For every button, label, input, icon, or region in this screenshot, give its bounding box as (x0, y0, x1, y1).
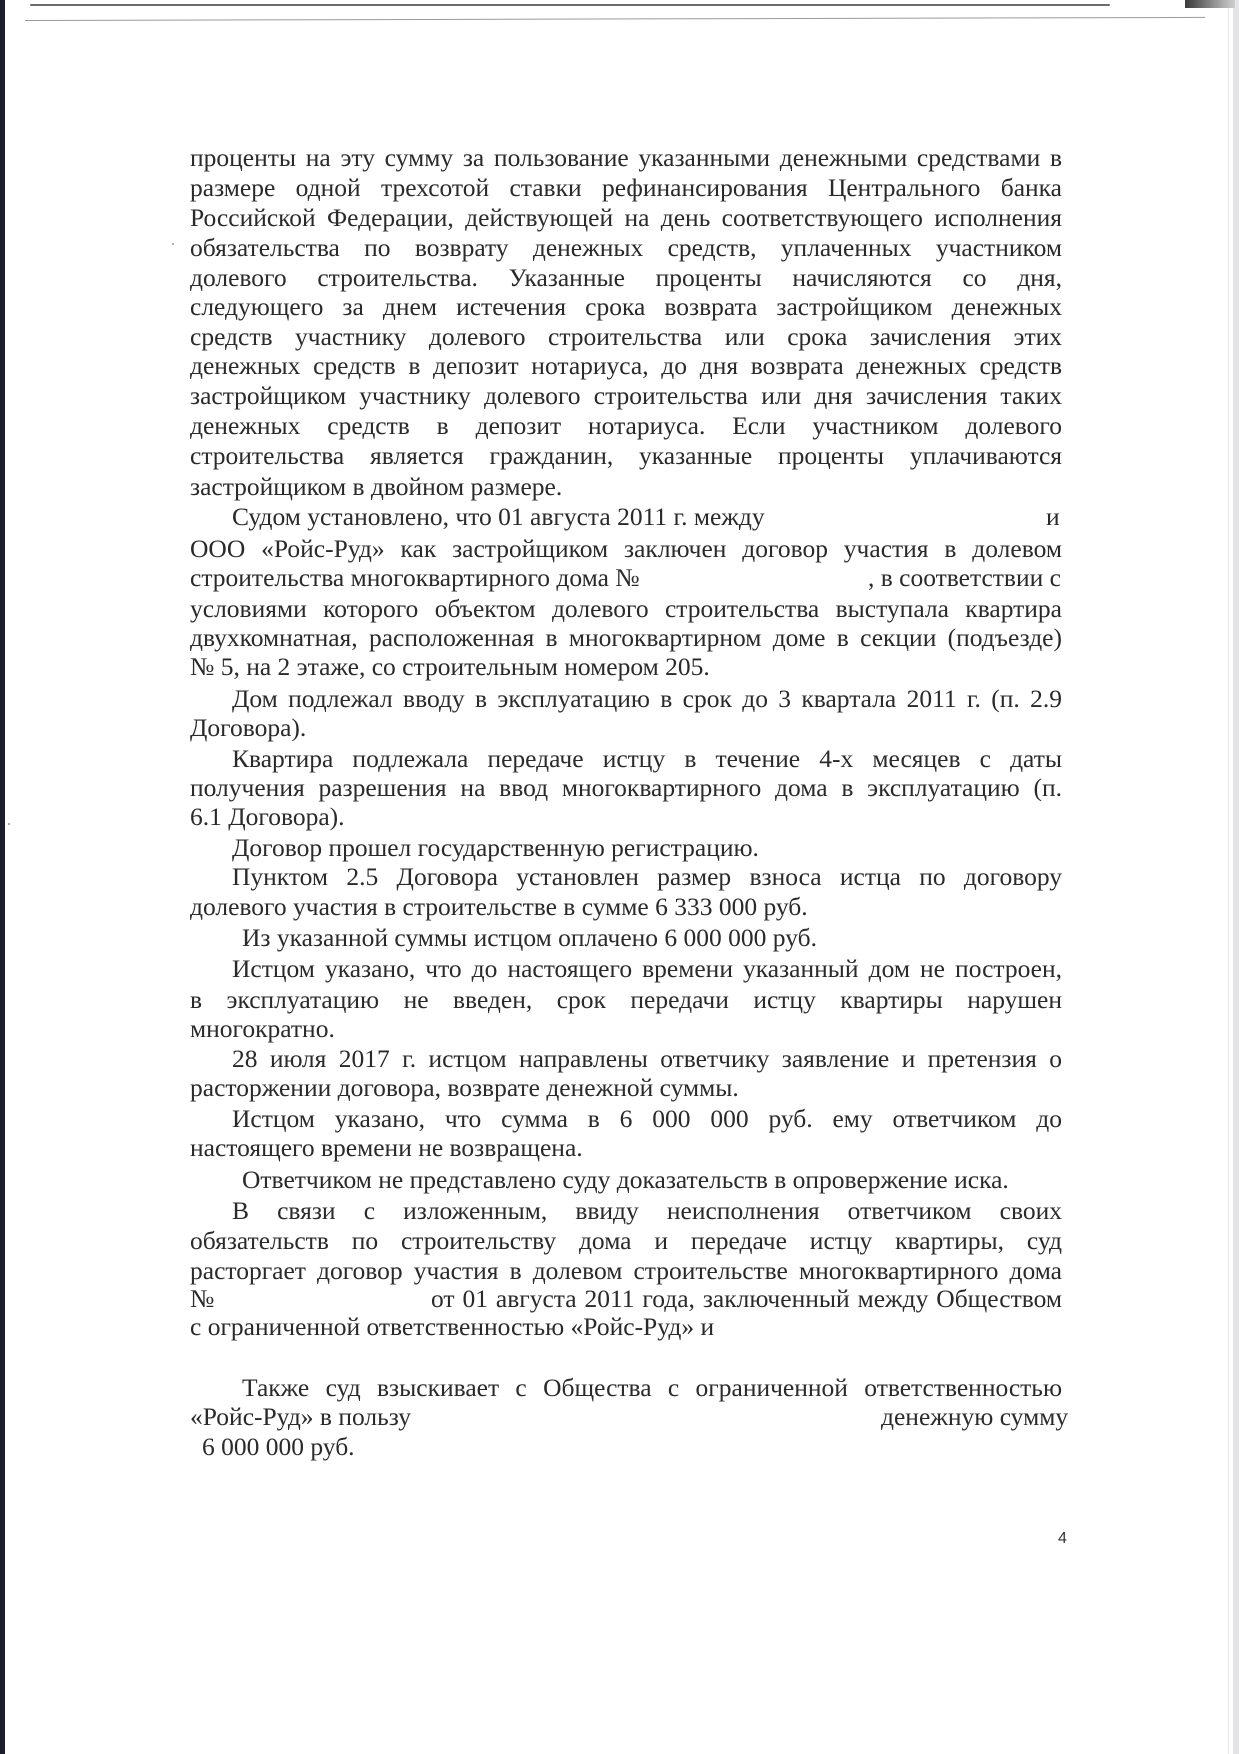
text-line: № (190, 1284, 215, 1313)
text-line: средств участнику долевого строительства или срока зачисления этих (190, 322, 1062, 351)
page-number: 4 (1058, 1530, 1067, 1547)
scan-right-border (1233, 0, 1239, 1754)
text-line: следующего за днем истечения срока возврата застройщиком денежных (190, 292, 1062, 321)
text-line: Ответчиком не представлено суду доказательств в опровержение иска. (242, 1165, 1009, 1194)
text-line: денежных средств в депозит нотариуса, до дня возврата денежных средств (190, 351, 1062, 380)
scan-top-fold-line (25, 17, 1205, 21)
text-line: строительства является гражданин, указанные проценты уплачиваются (190, 441, 1062, 470)
text-line: денежных средств в депозит нотариуса. Если участником долевого (190, 411, 1062, 440)
text-line: расторгает договор участия в долевом строительстве многоквартирного дома (190, 1256, 1062, 1285)
text-line: долевого участия в строительстве в сумме 6 333 000 руб. (190, 892, 808, 921)
text-line: с ограниченной ответственностью «Ройс-Руд» и (190, 1312, 715, 1341)
text-line: многократно. (190, 1014, 335, 1043)
text-line: Дом подлежал вводу в эксплуатацию в срок до 3 квартала 2011 г. (п. 2.9 (232, 684, 1062, 713)
text-line: Также суд взыскивает с Общества с ограниченной ответственностью (242, 1373, 1062, 1402)
text-line: получения разрешения на ввод многоквартирного дома в эксплуатацию (п. (190, 773, 1062, 802)
text-line-fragment: и (1046, 502, 1060, 531)
text-line: «Ройс-Руд» в пользу (190, 1402, 412, 1431)
text-line-fragment: денежную сумму (881, 1402, 1069, 1431)
text-line: Истцом указано, что сумма в 6 000 000 руб. ему ответчиком до (232, 1104, 1062, 1133)
text-line: 6 000 000 руб. (202, 1432, 355, 1461)
text-line: Пунктом 2.5 Договора установлен размер взноса истца по договору (232, 862, 1062, 891)
text-line: застройщиком в двойном размере. (190, 472, 563, 501)
scan-page-corner-shadow (1185, 0, 1235, 8)
text-line: 28 июля 2017 г. истцом направлены ответчику заявление и претензия о (232, 1044, 1062, 1073)
text-line: расторжении договора, возврате денежной суммы. (190, 1073, 739, 1102)
text-line: Договор прошел государственную регистрацию. (232, 833, 759, 862)
text-line: двухкомнатная, расположенная в многоквартирном доме в секции (подъезде) (190, 623, 1062, 652)
text-line: Судом установлено, что 01 августа 2011 г. между (232, 502, 765, 531)
text-line: размере одной трехсотой ставки рефинансирования Центрального банка (190, 173, 1062, 202)
text-line: Квартира подлежала передаче истцу в течение 4-х месяцев с даты (232, 744, 1062, 773)
text-line: строительства многоквартирного дома № (190, 563, 640, 592)
text-line-fragment: , в соответствии с (868, 563, 1061, 592)
text-line: Из указанной суммы истцом оплачено 6 000 000 руб. (242, 923, 817, 952)
text-line: настоящего времени не возвращена. (190, 1133, 583, 1162)
text-line: условиями которого объектом долевого строительства выступала квартира (190, 594, 1062, 623)
text-line: в эксплуатацию не введен, срок передачи истцу квартиры нарушен (190, 985, 1062, 1014)
text-line: № 5, на 2 этаже, со строительным номером 205. (190, 652, 710, 681)
scan-left-border (0, 0, 5, 1754)
scan-page-edge (1228, 8, 1229, 1754)
text-line: В связи с изложенным, ввиду неисполнения ответчиком своих (232, 1196, 1062, 1225)
text-line: долевого строительства. Указанные проценты начисляются со дня, (190, 263, 1062, 292)
text-line: Российской Федерации, действующей на день соответствующего исполнения (190, 203, 1062, 232)
text-line: Договора). (190, 713, 307, 742)
text-line: застройщиком участнику долевого строительства или дня зачисления таких (190, 381, 1062, 410)
text-line: проценты на эту сумму за пользование указанными денежными средствами в (190, 143, 1062, 172)
text-line: ООО «Ройс-Руд» как застройщиком заключен договор участия в долевом (190, 534, 1062, 563)
scan-speck (172, 243, 174, 245)
text-line: обязательств по строительству дома и передаче истцу квартиры, суд (190, 1226, 1062, 1255)
scan-top-edge-line (30, 4, 1110, 6)
scan-speck (8, 823, 10, 825)
text-line: 6.1 Договора). (190, 802, 345, 831)
text-line: Истцом указано, что до настоящего времени указанный дом не построен, (232, 954, 1062, 983)
text-line-fragment: от 01 августа 2011 года, заключенный между Обществом (431, 1284, 1062, 1313)
text-line: обязательства по возврату денежных средств, уплаченных участником (190, 233, 1062, 262)
